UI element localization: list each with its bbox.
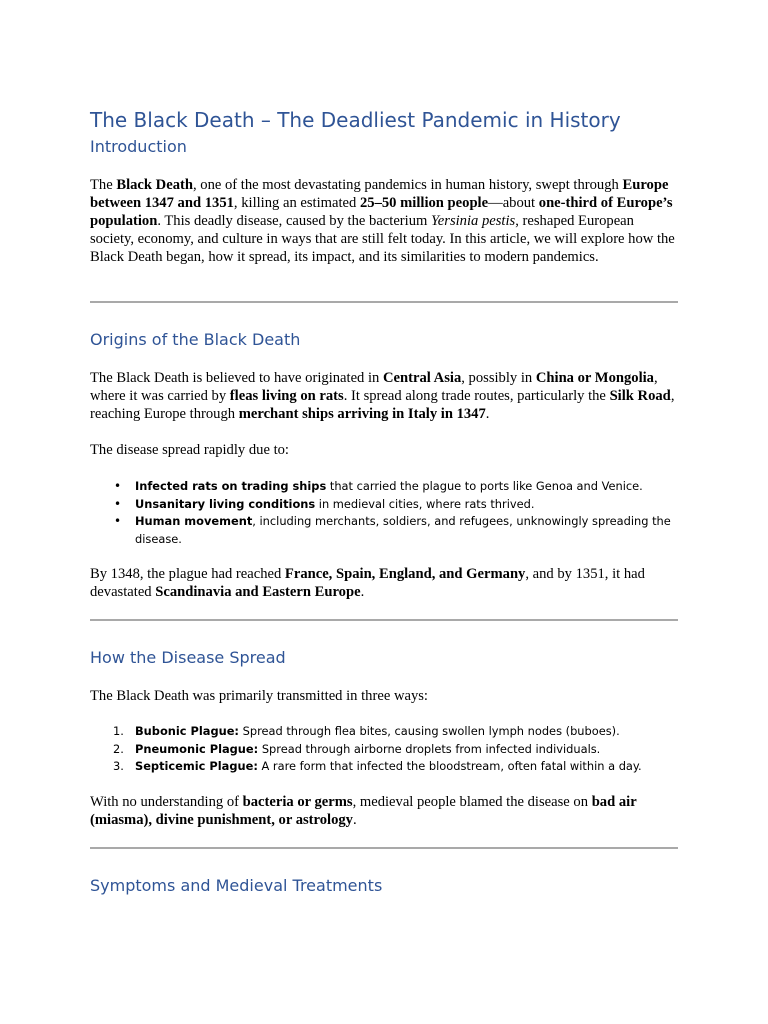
list-item: 1. Bubonic Plague: Spread through flea bites, causing swollen lymph nodes (buboes).: [113, 724, 620, 738]
origins-paragraph: The Black Death is believed to have originated in Central Asia, possibly in China or Mongolia, where it was carried by fleas living on rats. It spread along trade routes, particularly the Silk Road, reaching Europe through merchant ships arriving in Italy in 1347.: [90, 370, 675, 422]
section-heading-symptoms: Symptoms and Medieval Treatments: [90, 876, 383, 895]
origins-spread-paragraph: By 1348, the plague had reached France, Spain, England, and Germany, and by 1351, it had devastated Scandinavia and Eastern Europe.: [90, 566, 645, 600]
list-item: • Unsanitary living conditions in medieval cities, where rats thrived.: [90, 496, 678, 514]
bullet-icon: •: [114, 496, 122, 511]
horizontal-rule: [90, 847, 678, 849]
list-item: • Human movement, including merchants, soldiers, and refugees, unknowingly spreading the disease.: [114, 514, 671, 546]
horizontal-rule: [90, 619, 678, 621]
spread-conclusion-paragraph: With no understanding of bacteria or germs, medieval people blamed the disease on bad air (miasma), divine punishment, or astrology.: [90, 794, 637, 828]
bullet-icon: •: [114, 514, 122, 529]
section-heading-origins: Origins of the Black Death: [90, 330, 301, 349]
bullet-icon: •: [114, 479, 122, 493]
horizontal-rule: [90, 301, 678, 303]
intro-paragraph: The Black Death, one of the most devastating pandemics in human history, swept through Europe between 1347 and 1351, killing an estimated 25–50 million people—about one-third of Europe’s population. This deadly disease, caused by the bacterium Yersinia pestis, reshaped European society, economy, and culture in ways that are still felt today. In this article, we will explore how the Black Death began, how it spread, its impact, and its similarities to modern pandemics.: [90, 177, 675, 265]
spread-numbered-list: [90, 723, 678, 776]
spread-intro-paragraph: The Black Death was primarily transmitted in three ways:: [90, 688, 428, 704]
origins-bullet-list: [90, 478, 678, 548]
list-item: 2. Pneumonic Plague: Spread through airborne droplets from infected individuals.: [113, 741, 601, 756]
list-item: 3. Septicemic Plague: A rare form that infected the bloodstream, often fatal within a day.: [113, 759, 642, 774]
section-heading-introduction: Introduction: [90, 137, 187, 156]
document-title: The Black Death – The Deadliest Pandemic in History: [90, 108, 621, 132]
list-item: • Infected rats on trading ships that carried the plague to ports like Genoa and Venice.: [90, 478, 678, 496]
origins-list-intro: The disease spread rapidly due to:: [90, 442, 289, 458]
section-heading-spread: How the Disease Spread: [90, 648, 286, 667]
